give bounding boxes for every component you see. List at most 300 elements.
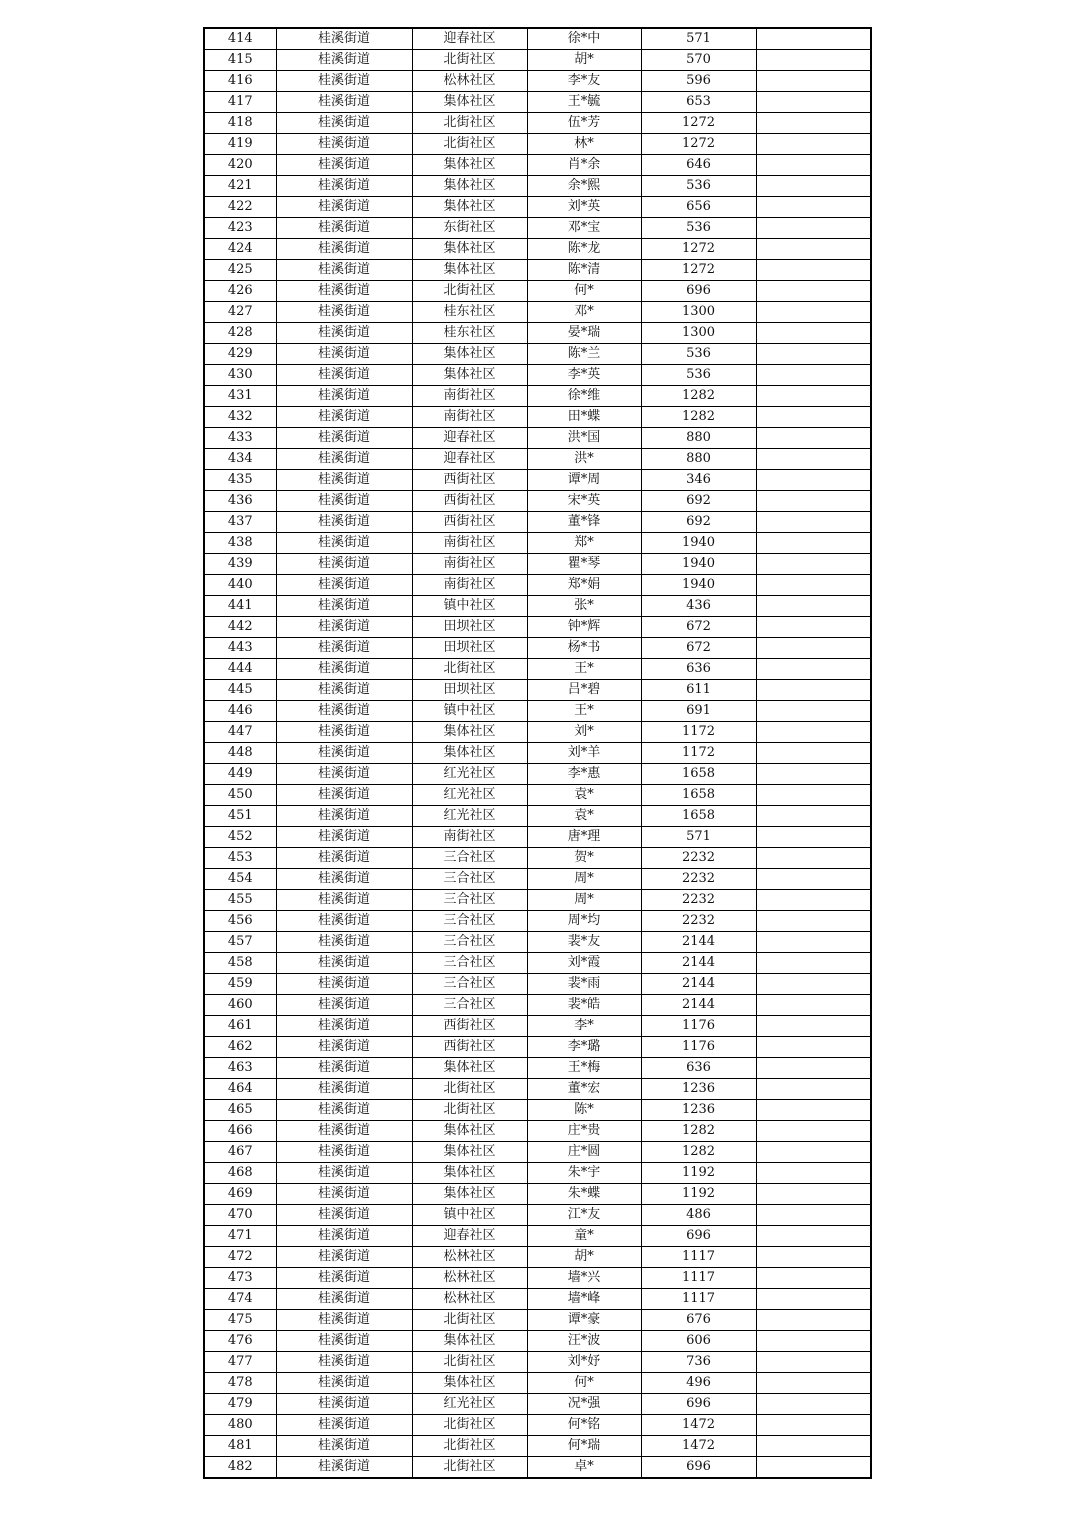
- cell-serial-no: 415: [204, 50, 276, 71]
- cell-name: 洪*: [527, 449, 641, 470]
- cell-serial-no: 455: [204, 890, 276, 911]
- cell-note: [756, 113, 871, 134]
- cell-name: 徐*维: [527, 386, 641, 407]
- cell-street: 桂溪街道: [276, 218, 412, 239]
- cell-serial-no: 452: [204, 827, 276, 848]
- cell-name: 李*英: [527, 365, 641, 386]
- cell-amount: 1172: [641, 722, 756, 743]
- cell-serial-no: 445: [204, 680, 276, 701]
- cell-note: [756, 701, 871, 722]
- cell-note: [756, 1142, 871, 1163]
- cell-note: [756, 512, 871, 533]
- cell-serial-no: 456: [204, 911, 276, 932]
- cell-name: 唐*理: [527, 827, 641, 848]
- cell-community: 北街社区: [412, 1352, 527, 1373]
- cell-street: 桂溪街道: [276, 113, 412, 134]
- cell-amount: 2232: [641, 890, 756, 911]
- cell-street: 桂溪街道: [276, 995, 412, 1016]
- cell-community: 田坝社区: [412, 617, 527, 638]
- cell-note: [756, 554, 871, 575]
- cell-street: 桂溪街道: [276, 1037, 412, 1058]
- cell-street: 桂溪街道: [276, 1079, 412, 1100]
- cell-community: 北街社区: [412, 1100, 527, 1121]
- cell-name: 肖*余: [527, 155, 641, 176]
- table-row: [204, 365, 871, 386]
- table-row: [204, 281, 871, 302]
- cell-note: [756, 1394, 871, 1415]
- cell-amount: 1236: [641, 1100, 756, 1121]
- cell-name: 庄*圆: [527, 1142, 641, 1163]
- cell-name: 李*璐: [527, 1037, 641, 1058]
- cell-street: 桂溪街道: [276, 407, 412, 428]
- cell-street: 桂溪街道: [276, 92, 412, 113]
- cell-serial-no: 437: [204, 512, 276, 533]
- cell-serial-no: 449: [204, 764, 276, 785]
- cell-amount: 536: [641, 365, 756, 386]
- cell-community: 集体社区: [412, 197, 527, 218]
- cell-note: [756, 1415, 871, 1436]
- cell-street: 桂溪街道: [276, 1100, 412, 1121]
- cell-note: [756, 344, 871, 365]
- cell-name: 谭*豪: [527, 1310, 641, 1331]
- cell-serial-no: 432: [204, 407, 276, 428]
- cell-note: [756, 1331, 871, 1352]
- cell-serial-no: 417: [204, 92, 276, 113]
- cell-name: 刘*妤: [527, 1352, 641, 1373]
- cell-name: 胡*: [527, 50, 641, 71]
- cell-serial-no: 472: [204, 1247, 276, 1268]
- cell-note: [756, 1289, 871, 1310]
- cell-serial-no: 425: [204, 260, 276, 281]
- cell-amount: 736: [641, 1352, 756, 1373]
- table-row: [204, 71, 871, 92]
- cell-serial-no: 473: [204, 1268, 276, 1289]
- cell-note: [756, 743, 871, 764]
- table-row: [204, 596, 871, 617]
- cell-community: 三合社区: [412, 995, 527, 1016]
- cell-street: 桂溪街道: [276, 491, 412, 512]
- cell-street: 桂溪街道: [276, 50, 412, 71]
- table-row: [204, 1184, 871, 1205]
- cell-name: 宋*英: [527, 491, 641, 512]
- cell-street: 桂溪街道: [276, 428, 412, 449]
- cell-amount: 496: [641, 1373, 756, 1394]
- cell-amount: 2232: [641, 848, 756, 869]
- cell-note: [756, 659, 871, 680]
- cell-note: [756, 71, 871, 92]
- cell-note: [756, 575, 871, 596]
- cell-amount: 696: [641, 281, 756, 302]
- cell-name: 王*: [527, 659, 641, 680]
- table-row: [204, 785, 871, 806]
- cell-street: 桂溪街道: [276, 28, 412, 50]
- cell-amount: 1117: [641, 1268, 756, 1289]
- cell-street: 桂溪街道: [276, 176, 412, 197]
- cell-note: [756, 1121, 871, 1142]
- table-row: [204, 659, 871, 680]
- cell-street: 桂溪街道: [276, 1268, 412, 1289]
- cell-community: 西街社区: [412, 512, 527, 533]
- cell-amount: 1940: [641, 533, 756, 554]
- table-row: [204, 512, 871, 533]
- table-row: [204, 407, 871, 428]
- cell-community: 迎春社区: [412, 428, 527, 449]
- cell-note: [756, 92, 871, 113]
- table-row: [204, 1289, 871, 1310]
- cell-amount: 1282: [641, 1142, 756, 1163]
- cell-note: [756, 1016, 871, 1037]
- cell-amount: 536: [641, 218, 756, 239]
- cell-community: 迎春社区: [412, 1226, 527, 1247]
- cell-note: [756, 848, 871, 869]
- cell-amount: 1192: [641, 1184, 756, 1205]
- cell-street: 桂溪街道: [276, 1184, 412, 1205]
- cell-name: 童*: [527, 1226, 641, 1247]
- cell-amount: 536: [641, 344, 756, 365]
- table-row: [204, 386, 871, 407]
- cell-community: 北街社区: [412, 1457, 527, 1479]
- cell-name: 墙*兴: [527, 1268, 641, 1289]
- table-row: [204, 638, 871, 659]
- roster-table-body: [204, 28, 871, 1478]
- cell-note: [756, 974, 871, 995]
- cell-name: 郑*娟: [527, 575, 641, 596]
- cell-amount: 611: [641, 680, 756, 701]
- cell-name: 邓*: [527, 302, 641, 323]
- cell-amount: 346: [641, 470, 756, 491]
- cell-note: [756, 470, 871, 491]
- cell-name: 王*梅: [527, 1058, 641, 1079]
- cell-community: 集体社区: [412, 743, 527, 764]
- cell-street: 桂溪街道: [276, 197, 412, 218]
- cell-amount: 1658: [641, 785, 756, 806]
- cell-note: [756, 1100, 871, 1121]
- cell-name: 刘*英: [527, 197, 641, 218]
- table-row: [204, 848, 871, 869]
- cell-serial-no: 481: [204, 1436, 276, 1457]
- cell-community: 西街社区: [412, 491, 527, 512]
- cell-street: 桂溪街道: [276, 470, 412, 491]
- cell-street: 桂溪街道: [276, 785, 412, 806]
- cell-community: 南街社区: [412, 827, 527, 848]
- table-row: [204, 428, 871, 449]
- cell-community: 红光社区: [412, 764, 527, 785]
- cell-street: 桂溪街道: [276, 365, 412, 386]
- cell-note: [756, 281, 871, 302]
- cell-community: 北街社区: [412, 1415, 527, 1436]
- table-row: [204, 701, 871, 722]
- cell-serial-no: 482: [204, 1457, 276, 1479]
- cell-community: 北街社区: [412, 113, 527, 134]
- table-row: [204, 869, 871, 890]
- cell-serial-no: 433: [204, 428, 276, 449]
- cell-street: 桂溪街道: [276, 1352, 412, 1373]
- cell-amount: 691: [641, 701, 756, 722]
- cell-community: 集体社区: [412, 344, 527, 365]
- cell-name: 李*: [527, 1016, 641, 1037]
- table-row: [204, 932, 871, 953]
- cell-name: 瞿*琴: [527, 554, 641, 575]
- cell-community: 松林社区: [412, 1247, 527, 1268]
- cell-note: [756, 386, 871, 407]
- cell-name: 王*毓: [527, 92, 641, 113]
- cell-amount: 1300: [641, 323, 756, 344]
- cell-name: 刘*霞: [527, 953, 641, 974]
- cell-amount: 1940: [641, 575, 756, 596]
- cell-amount: 436: [641, 596, 756, 617]
- table-row: [204, 176, 871, 197]
- cell-community: 迎春社区: [412, 449, 527, 470]
- cell-street: 桂溪街道: [276, 155, 412, 176]
- cell-name: 刘*羊: [527, 743, 641, 764]
- table-row: [204, 890, 871, 911]
- cell-serial-no: 466: [204, 1121, 276, 1142]
- cell-amount: 880: [641, 449, 756, 470]
- cell-name: 裴*友: [527, 932, 641, 953]
- cell-note: [756, 1247, 871, 1268]
- cell-street: 桂溪街道: [276, 449, 412, 470]
- cell-serial-no: 443: [204, 638, 276, 659]
- cell-community: 田坝社区: [412, 638, 527, 659]
- cell-serial-no: 441: [204, 596, 276, 617]
- cell-serial-no: 471: [204, 1226, 276, 1247]
- cell-name: 陈*: [527, 1100, 641, 1121]
- cell-name: 董*锋: [527, 512, 641, 533]
- cell-name: 邓*宝: [527, 218, 641, 239]
- cell-name: 晏*瑞: [527, 323, 641, 344]
- cell-community: 北街社区: [412, 1436, 527, 1457]
- cell-name: 朱*蝶: [527, 1184, 641, 1205]
- cell-amount: 1940: [641, 554, 756, 575]
- cell-street: 桂溪街道: [276, 806, 412, 827]
- cell-serial-no: 428: [204, 323, 276, 344]
- cell-name: 何*: [527, 281, 641, 302]
- cell-community: 桂东社区: [412, 323, 527, 344]
- cell-street: 桂溪街道: [276, 386, 412, 407]
- cell-note: [756, 1310, 871, 1331]
- table-row: [204, 50, 871, 71]
- cell-note: [756, 806, 871, 827]
- table-row: [204, 995, 871, 1016]
- cell-name: 朱*宇: [527, 1163, 641, 1184]
- cell-community: 北街社区: [412, 50, 527, 71]
- cell-name: 周*: [527, 890, 641, 911]
- cell-community: 集体社区: [412, 260, 527, 281]
- table-row: [204, 113, 871, 134]
- cell-name: 何*: [527, 1373, 641, 1394]
- table-row: [204, 1142, 871, 1163]
- cell-community: 三合社区: [412, 974, 527, 995]
- cell-community: 三合社区: [412, 911, 527, 932]
- cell-street: 桂溪街道: [276, 323, 412, 344]
- cell-amount: 692: [641, 491, 756, 512]
- cell-name: 周*: [527, 869, 641, 890]
- cell-amount: 1300: [641, 302, 756, 323]
- cell-community: 集体社区: [412, 1142, 527, 1163]
- cell-street: 桂溪街道: [276, 1142, 412, 1163]
- cell-serial-no: 435: [204, 470, 276, 491]
- table-row: [204, 806, 871, 827]
- cell-note: [756, 1457, 871, 1479]
- cell-community: 松林社区: [412, 1268, 527, 1289]
- cell-serial-no: 478: [204, 1373, 276, 1394]
- cell-community: 西街社区: [412, 1037, 527, 1058]
- table-row: [204, 533, 871, 554]
- table-row: [204, 1163, 871, 1184]
- cell-serial-no: 429: [204, 344, 276, 365]
- table-row: [204, 1415, 871, 1436]
- cell-note: [756, 1079, 871, 1100]
- table-row: [204, 28, 871, 50]
- table-row: [204, 302, 871, 323]
- cell-name: 余*熙: [527, 176, 641, 197]
- cell-street: 桂溪街道: [276, 1289, 412, 1310]
- table-row: [204, 218, 871, 239]
- cell-community: 集体社区: [412, 722, 527, 743]
- cell-serial-no: 463: [204, 1058, 276, 1079]
- table-row: [204, 1058, 871, 1079]
- cell-community: 松林社区: [412, 1289, 527, 1310]
- cell-community: 西街社区: [412, 470, 527, 491]
- cell-street: 桂溪街道: [276, 596, 412, 617]
- cell-amount: 1282: [641, 407, 756, 428]
- cell-community: 三合社区: [412, 869, 527, 890]
- cell-amount: 1272: [641, 239, 756, 260]
- table-row: [204, 1226, 871, 1247]
- cell-street: 桂溪街道: [276, 932, 412, 953]
- cell-amount: 2144: [641, 995, 756, 1016]
- cell-community: 北街社区: [412, 134, 527, 155]
- cell-name: 张*: [527, 596, 641, 617]
- cell-note: [756, 638, 871, 659]
- cell-community: 南街社区: [412, 386, 527, 407]
- cell-note: [756, 953, 871, 974]
- cell-community: 南街社区: [412, 533, 527, 554]
- cell-name: 谭*周: [527, 470, 641, 491]
- cell-street: 桂溪街道: [276, 302, 412, 323]
- cell-serial-no: 475: [204, 1310, 276, 1331]
- cell-serial-no: 480: [204, 1415, 276, 1436]
- cell-amount: 672: [641, 638, 756, 659]
- table-row: [204, 1310, 871, 1331]
- cell-serial-no: 461: [204, 1016, 276, 1037]
- cell-amount: 486: [641, 1205, 756, 1226]
- cell-community: 集体社区: [412, 176, 527, 197]
- cell-street: 桂溪街道: [276, 722, 412, 743]
- cell-serial-no: 434: [204, 449, 276, 470]
- cell-amount: 1192: [641, 1163, 756, 1184]
- cell-note: [756, 176, 871, 197]
- cell-serial-no: 458: [204, 953, 276, 974]
- cell-note: [756, 1184, 871, 1205]
- cell-serial-no: 420: [204, 155, 276, 176]
- cell-amount: 696: [641, 1226, 756, 1247]
- cell-community: 三合社区: [412, 848, 527, 869]
- cell-amount: 596: [641, 71, 756, 92]
- cell-amount: 2232: [641, 911, 756, 932]
- cell-name: 林*: [527, 134, 641, 155]
- cell-name: 何*铭: [527, 1415, 641, 1436]
- cell-street: 桂溪街道: [276, 701, 412, 722]
- cell-amount: 1472: [641, 1415, 756, 1436]
- cell-note: [756, 491, 871, 512]
- table-row: [204, 449, 871, 470]
- cell-name: 李*友: [527, 71, 641, 92]
- cell-community: 东街社区: [412, 218, 527, 239]
- cell-note: [756, 449, 871, 470]
- cell-name: 况*强: [527, 1394, 641, 1415]
- cell-name: 伍*芳: [527, 113, 641, 134]
- table-row: [204, 764, 871, 785]
- cell-community: 三合社区: [412, 953, 527, 974]
- cell-name: 洪*国: [527, 428, 641, 449]
- cell-community: 南街社区: [412, 407, 527, 428]
- cell-serial-no: 419: [204, 134, 276, 155]
- table-row: [204, 554, 871, 575]
- cell-community: 北街社区: [412, 281, 527, 302]
- cell-street: 桂溪街道: [276, 239, 412, 260]
- cell-name: 吕*碧: [527, 680, 641, 701]
- cell-serial-no: 476: [204, 1331, 276, 1352]
- table-row: [204, 827, 871, 848]
- cell-street: 桂溪街道: [276, 1394, 412, 1415]
- table-row: [204, 323, 871, 344]
- cell-note: [756, 1436, 871, 1457]
- cell-street: 桂溪街道: [276, 1247, 412, 1268]
- cell-serial-no: 465: [204, 1100, 276, 1121]
- cell-amount: 692: [641, 512, 756, 533]
- cell-note: [756, 911, 871, 932]
- cell-serial-no: 479: [204, 1394, 276, 1415]
- cell-amount: 1658: [641, 806, 756, 827]
- cell-street: 桂溪街道: [276, 1016, 412, 1037]
- cell-serial-no: 451: [204, 806, 276, 827]
- cell-serial-no: 450: [204, 785, 276, 806]
- cell-note: [756, 617, 871, 638]
- cell-street: 桂溪街道: [276, 848, 412, 869]
- cell-note: [756, 827, 871, 848]
- cell-name: 袁*: [527, 785, 641, 806]
- cell-amount: 1117: [641, 1289, 756, 1310]
- cell-street: 桂溪街道: [276, 869, 412, 890]
- cell-serial-no: 467: [204, 1142, 276, 1163]
- table-row: [204, 1373, 871, 1394]
- cell-amount: 1658: [641, 764, 756, 785]
- cell-street: 桂溪街道: [276, 533, 412, 554]
- table-row: [204, 617, 871, 638]
- cell-amount: 536: [641, 176, 756, 197]
- cell-serial-no: 453: [204, 848, 276, 869]
- cell-street: 桂溪街道: [276, 134, 412, 155]
- cell-note: [756, 218, 871, 239]
- cell-amount: 2144: [641, 932, 756, 953]
- cell-amount: 1282: [641, 386, 756, 407]
- cell-serial-no: 414: [204, 28, 276, 50]
- cell-name: 庄*贵: [527, 1121, 641, 1142]
- table-row: [204, 344, 871, 365]
- cell-serial-no: 423: [204, 218, 276, 239]
- cell-note: [756, 1037, 871, 1058]
- table-row: [204, 1394, 871, 1415]
- cell-serial-no: 469: [204, 1184, 276, 1205]
- cell-name: 杨*书: [527, 638, 641, 659]
- cell-amount: 1282: [641, 1121, 756, 1142]
- cell-street: 桂溪街道: [276, 827, 412, 848]
- cell-street: 桂溪街道: [276, 1436, 412, 1457]
- roster-table: [203, 27, 872, 1479]
- cell-street: 桂溪街道: [276, 71, 412, 92]
- cell-street: 桂溪街道: [276, 1331, 412, 1352]
